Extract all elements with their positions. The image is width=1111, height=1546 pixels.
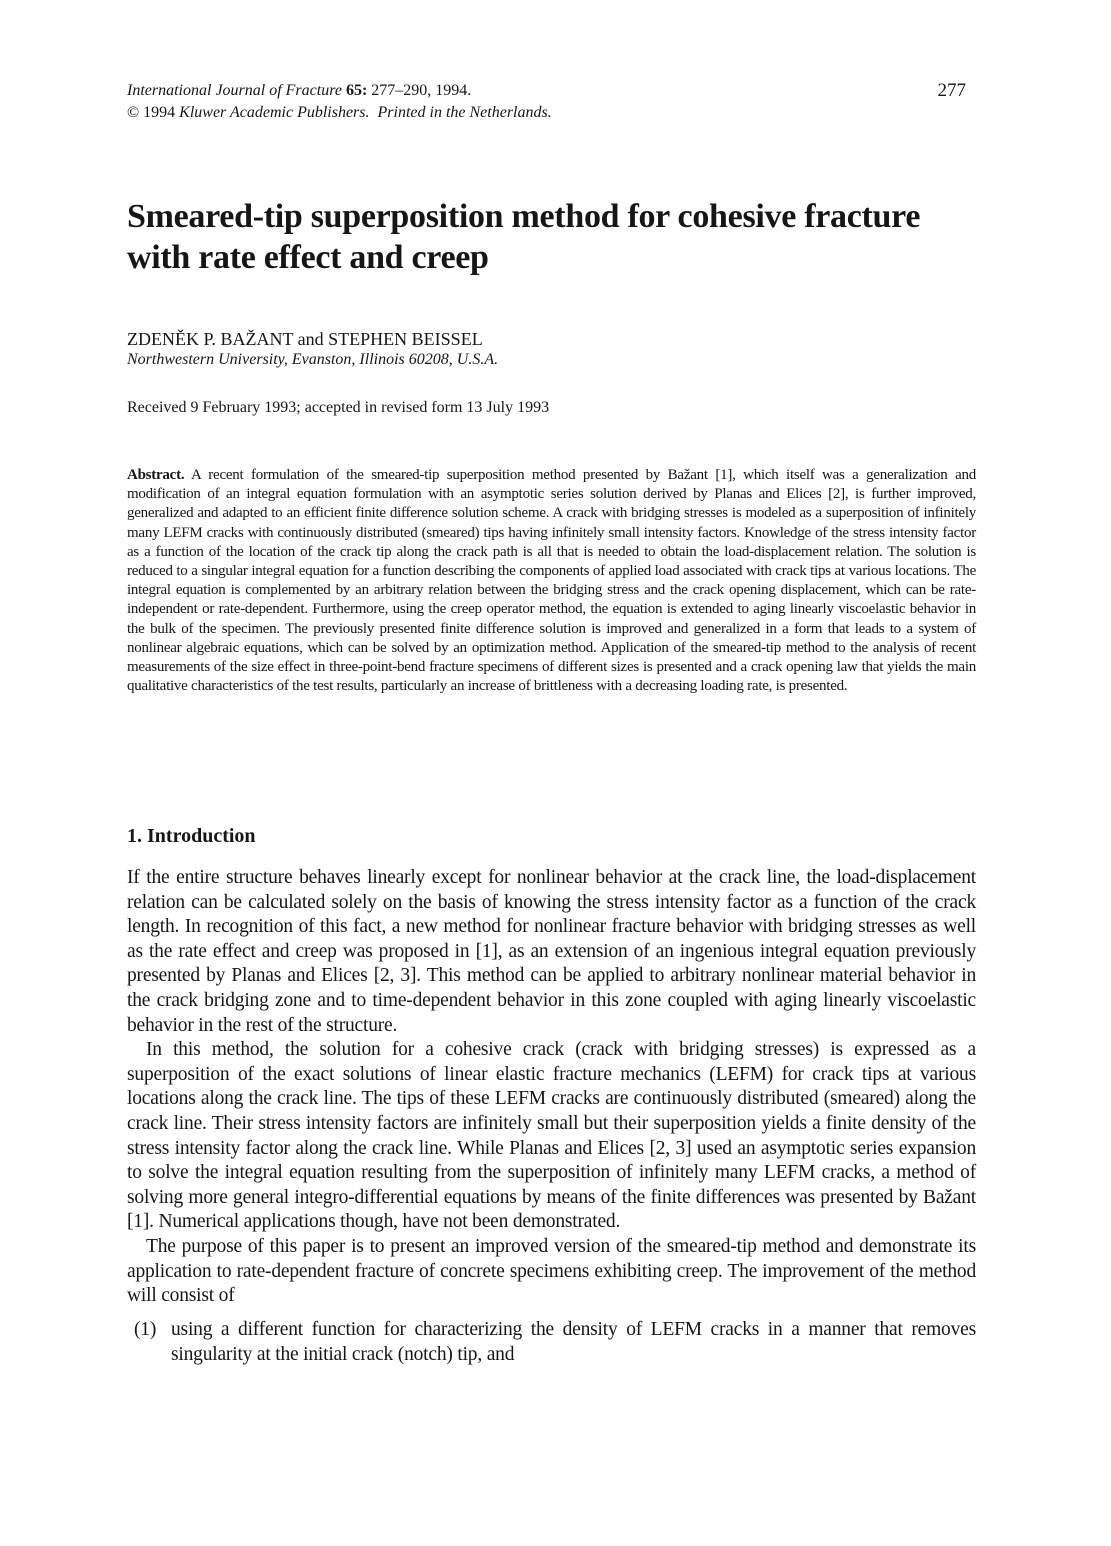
body-paragraph: If the entire structure behaves linearly except for nonlinear behavior at the crack line, the load-displacement relation can be calculated solely on the basis of knowing the stress intensity factor as a function of the crack length. In recognition of this fact, a new method for nonlinear fracture behavior with bridging stresses as well as the rate effect and creep was proposed in [1], as an extension of an ingenious integral equation previously presented by Planas and Elices [2, 3]. This method can be applied to arbitrary nonlinear material behavior in the crack bridging zone and to time-dependent behavior in this zone coupled with aging linearly viscoelastic behavior in the rest of the structure. xyxy=(127,867,976,1036)
copyright-year: 1994 xyxy=(143,104,176,121)
body-paragraph: In this method, the solution for a cohesive crack (crack with bridging stresses) is expressed as a superposition of the exact solutions of linear elastic fracture mechanics (LEFM) for crack tips at various locations along the crack line. The tips of these LEFM cracks are continuously distributed (smeared) along the crack line. Their stress intensity factors are infinitely small but their superposition yields a finite density of the stress intensity factor along the crack line. While Planas and Elices [2, 3] used an asymptotic series expansion to solve the integral equation resulting from the superposition of infinitely many LEFM cracks, a method of solving more general integro-differential equations by means of the finite differences was presented by Bažant [1]. Numerical applications though, have not been demonstrated. xyxy=(127,1039,976,1233)
running-header xyxy=(127,80,969,124)
printed-note: Printed in the Netherlands. xyxy=(377,104,552,121)
publisher-name: Kluwer Academic Publishers. xyxy=(179,104,370,121)
journal-name: International Journal of Fracture xyxy=(127,82,342,99)
abstract-text: A recent formulation of the smeared-tip superposition method presented by Bažant [1], which itself was a generalization and modification of an integral equation formulation with an asymptotic series solution derived by Planas and Elices [2], is further improved, generalized and adapted to an efficient finite difference solution scheme. A crack with bridging stresses is modeled as a superposition of infinitely many LEFM cracks with continuously distributed (smeared) tips having infinitely small intensity factors. Knowledge of the stress intensity factor as a function of the location of the crack tip along the crack path is all that is needed to obtain the load-displacement relation. The solution is reduced to a singular integral equation for a function describing the components of applied load associated with crack tips at various locations. The integral equation is complemented by an arbitrary relation between the bridging stress and the crack opening displacement, which can be rate-independent or rate-dependent. Furthermore, using the creep operator method, the equation is extended to aging linearly viscoelastic behavior in the bulk of the specimen. The previously presented finite difference solution is improved and generalized in a form that leads to a system of nonlinear algebraic equations, which can be solved by an optimization method. Application of the smeared-tip method to the analysis of recent measurements of the size effect in three-point-bend fracture specimens of different sizes is presented and a crack opening law that yields the main qualitative characteristics of the test results, particularly an increase of brittleness with a decreasing loading rate, is presented. xyxy=(127,467,976,695)
author-line xyxy=(127,328,483,350)
journal-volume: 65: xyxy=(345,82,368,99)
page-number: 277 xyxy=(937,80,966,101)
author-name: ZDENĚK P. BAŽANT xyxy=(127,329,294,349)
author-conjunction: and xyxy=(297,329,324,349)
list-item-number: (1) xyxy=(134,1319,157,1340)
received-dates: Received 9 February 1993; accepted in revised form 13 July 1993 xyxy=(127,399,550,416)
abstract-label: Abstract. xyxy=(127,467,185,483)
copyright-line xyxy=(127,102,969,124)
journal-pages-year: 277–290, 1994. xyxy=(371,82,472,99)
list-item-text: using a different function for characterizing the density of LEFM cracks in a manner that removes singularity at the initial crack (notch) tip, and xyxy=(171,1319,976,1365)
citation-line xyxy=(127,80,969,102)
paper-title: Smeared-tip superposition method for cohesive fracture with rate effect and creep xyxy=(127,198,921,276)
section-heading: 1. Introduction xyxy=(127,825,256,847)
abstract xyxy=(127,466,976,696)
author-name: STEPHEN BEISSEL xyxy=(328,329,483,349)
copyright-symbol: © xyxy=(127,104,140,121)
body-paragraph: The purpose of this paper is to present an improved version of the smeared-tip method and demonstrate its application to rate-dependent fracture of concrete specimens exhibiting creep. The improvement of the method will consist of xyxy=(127,1235,976,1307)
section-body xyxy=(127,866,976,1309)
author-affiliation: Northwestern University, Evanston, Illinois 60208, U.S.A. xyxy=(127,351,499,368)
